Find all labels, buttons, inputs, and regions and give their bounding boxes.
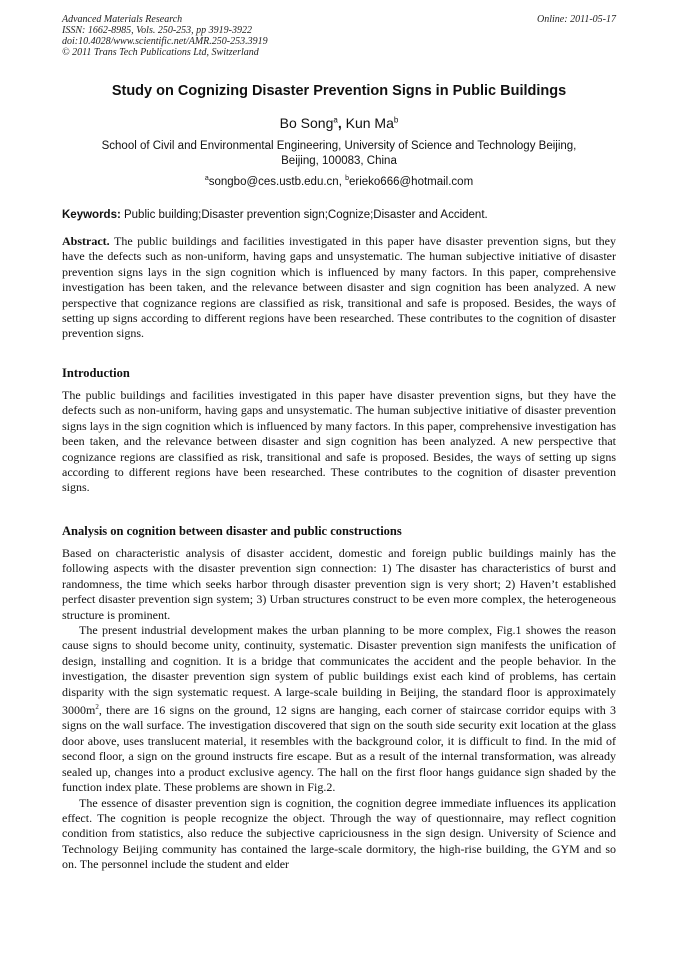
- author-separator: ,: [337, 115, 346, 131]
- doi-line: doi:10.4028/www.scientific.net/AMR.250-253.3919: [62, 36, 268, 47]
- paragraph-text: , there are 16 signs on the ground, 12 signs are hanging, each corner of staircase corridor equips with 3 signs on the wall surface. The investigation discovered that sign on the south side security exit location at the glass door above, uses translucent material, it resembles with the background color, it is difficult to find. In the mid of second floor, a sign on the ground instructs fire escape. But as a result of the internal transformation, was already sealed up, changes into a product exclusive agency. The hall on the first floor hangs guidance sign shaded by the function index plate. These problems are shown in Fig.2.: [62, 703, 616, 795]
- abstract-text: The public buildings and facilities investigated in this paper have disaster prevention signs, but they have the defects such as non-uniform, having gaps and unsystematic. The human subjective initiative of disaster prevention signs lays in the sign cognition which is influenced by many factors. In this paper, comprehensive investigation has been taken, and the relevance between disaster and sign cognition has been analyzed. A new perspective that cognizance regions are classified as risk, transitional and safe is proposed. Besides, the ways of setting up signs according to different regions have been researched. These contributes to the cognition of disaster prevention signs.: [62, 234, 616, 341]
- journal-header: [62, 14, 616, 58]
- paper-title: Study on Cognizing Disaster Prevention Signs in Public Buildings: [111, 83, 567, 99]
- author-name: Bo Song: [279, 115, 334, 131]
- introduction-text: The public buildings and facilities investigated in this paper have disaster prevention signs, but they have the defects such as non-uniform, having gaps and unsystematic. The human subjective initiative of disaster prevention signs lays in the sign cognition which is influenced by many factors. In this paper, comprehensive investigation has been taken, and the relevance between disaster and sign cognition has been analyzed. A new perspective that cognizance regions are classified as risk, transitional and safe is proposed. Besides, the ways of setting up signs according to different regions have been researched. These contributes to the cognition of disaster prevention signs.: [62, 388, 616, 495]
- keywords: [62, 209, 616, 221]
- paragraph: Based on characteristic analysis of disaster accident, domestic and foreign public buildings mainly has the following aspects with the disaster prevention sign connection: 1) The disaster has characteristics of burst and randomness, the time which seeks harbor through disaster prevention sign is very short; 2) Haven’t established perfect disaster prevention sign system; 3) Urban structures construct to be even more complex, the heterogeneous structure is prominent.: [62, 546, 616, 622]
- paragraph: The essence of disaster prevention sign is cognition, the cognition degree immediate influences its application effect. The cognition is people recognize the object. Through the way of questionnaire, may reflect cognition condition from statistics, also reduce the subjective capriciousness in the sign design. University of Science and Technology Beijing community has contained the large-scale dormitory, the high-rise building, the GYM and so on. The personnel include the student and elder: [62, 795, 616, 872]
- email-superscript: b: [345, 175, 349, 182]
- affiliation: [62, 139, 616, 169]
- abstract-label: Abstract.: [62, 234, 110, 248]
- section-heading: Introduction: [62, 366, 130, 380]
- keywords-text: Public building;Disaster prevention sign;Cognize;Disaster and Accident.: [120, 209, 488, 221]
- paragraph-text: The present industrial development makes the urban planning to be more complex, Fig.1 showes the reason cause signs to should become unity, continuity, systematic. Disaster prevention sign manifests the unification of design, installing and cognition. It is a bridge that communicates the accident and the people behavior. In the investigation, the disaster prevention sign system of public buildings exist each kind of problems, has certain disparity with the sign systematic request. A large-scale building in Beijing, the standard floor is approximately 3000m: [62, 623, 616, 718]
- superscript: 2: [95, 703, 99, 712]
- author-superscript: b: [393, 115, 399, 125]
- analysis-section: [62, 546, 616, 873]
- email-link[interactable]: songbo@ces.ustb.edu.cn,: [208, 175, 346, 188]
- author-superscript: a: [333, 115, 338, 125]
- paragraph: [62, 623, 616, 795]
- abstract: [62, 234, 616, 342]
- affiliation-line: Beijing, 100083, China: [281, 155, 397, 167]
- copyright-line: © 2011 Trans Tech Publications Ltd, Switzerland: [62, 47, 259, 58]
- section-heading: Analysis on cognition between disaster and public constructions: [62, 524, 402, 538]
- issn-line: ISSN: 1662-8985, Vols. 250-253, pp 3919-3922: [62, 25, 252, 36]
- journal-name: Advanced Materials Research: [62, 14, 183, 25]
- email-link[interactable]: erieko666@hotmail.com: [348, 175, 474, 188]
- email-superscript: a: [204, 175, 209, 182]
- keywords-label: Keywords:: [62, 209, 121, 221]
- online-date: Online: 2011-05-17: [537, 14, 616, 25]
- author-name: Kun Ma: [345, 115, 394, 131]
- author-emails: [62, 175, 616, 188]
- author-list: [62, 115, 616, 131]
- affiliation-line: School of Civil and Environmental Engineering, University of Science and Technology Beijing,: [101, 140, 577, 152]
